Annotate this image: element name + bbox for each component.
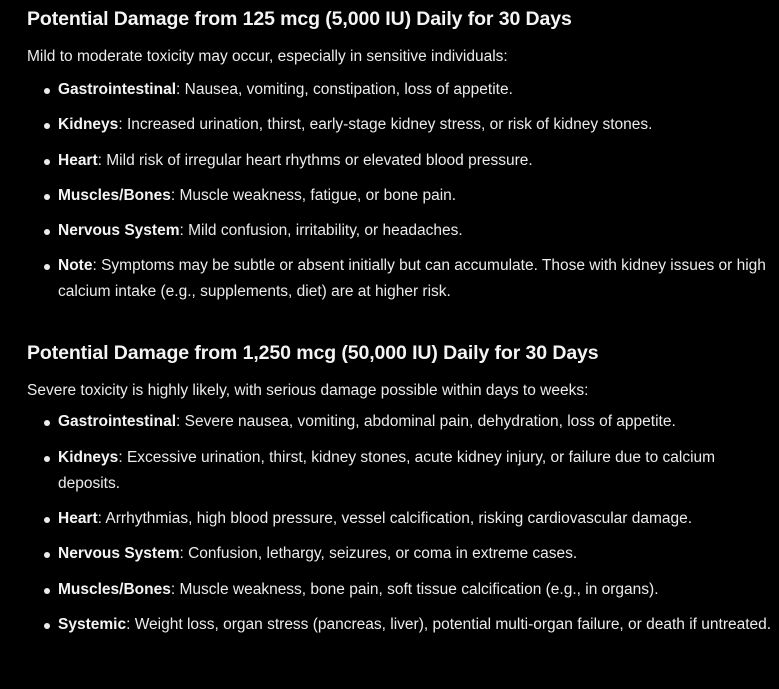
item-separator: : xyxy=(176,413,185,431)
list-item xyxy=(27,506,778,532)
item-term: Gastrointestinal xyxy=(58,413,176,431)
item-term: Note xyxy=(58,257,93,275)
item-separator: : xyxy=(170,186,180,204)
item-term: Systemic xyxy=(58,615,127,633)
item-text: Mild confusion, irritability, or headaches. xyxy=(188,222,463,240)
item-term: Heart xyxy=(58,510,98,528)
item-text: Severe nausea, vomiting, abdominal pain, dehydration, loss of appetite. xyxy=(184,413,676,431)
list-item xyxy=(27,183,778,209)
item-separator: : xyxy=(179,545,189,563)
section-intro: Severe toxicity is highly likely, with serious damage possible within days to weeks: xyxy=(27,382,589,400)
item-term: Nervous System xyxy=(58,545,180,563)
item-separator: : xyxy=(97,510,106,528)
list-item xyxy=(27,253,778,305)
item-separator: : xyxy=(118,448,127,466)
bullet-icon xyxy=(44,420,50,426)
item-text: Confusion, lethargy, seizures, or coma in extreme cases. xyxy=(188,545,578,563)
bullet-icon xyxy=(44,517,50,523)
item-term: Kidneys xyxy=(58,448,119,466)
section-title: Potential Damage from 1,250 mcg (50,000 IU) Daily for 30 Days xyxy=(27,342,599,365)
item-separator: : xyxy=(92,257,102,275)
item-term: Kidneys xyxy=(58,116,119,134)
item-separator: : xyxy=(176,81,185,98)
item-text: Excessive urination, thirst, kidney stones, acute kidney injury, or failure due to calcium deposits. xyxy=(58,448,716,492)
bullet-list xyxy=(27,409,779,637)
list-item xyxy=(27,77,778,103)
item-term: Gastrointestinal xyxy=(58,81,176,98)
section-intro: Mild to moderate toxicity may occur, especially in sensitive individuals: xyxy=(27,48,508,65)
item-text: Muscle weakness, fatigue, or bone pain. xyxy=(179,186,457,204)
item-separator: : xyxy=(118,116,127,134)
item-text: Muscle weakness, bone pain, soft tissue calcification (e.g., in organs). xyxy=(179,580,659,598)
item-text: Weight loss, organ stress (pancreas, liver), potential multi-organ failure, or death if untreated. xyxy=(134,615,772,633)
bullet-icon xyxy=(44,588,50,594)
item-separator: : xyxy=(126,615,135,633)
item-term: Nervous System xyxy=(58,222,180,240)
item-separator: : xyxy=(97,151,107,169)
list-item xyxy=(27,409,778,435)
bullet-icon xyxy=(44,623,50,629)
item-text: Arrhythmias, high blood pressure, vessel calcification, risking cardiovascular damage. xyxy=(105,510,693,528)
bullet-list xyxy=(27,77,779,305)
bullet-icon xyxy=(44,88,50,94)
item-text: Increased urination, thirst, early-stage kidney stress, or risk of kidney stones. xyxy=(126,116,653,134)
item-text: Nausea, vomiting, constipation, loss of appetite. xyxy=(184,81,513,98)
section-title: Potential Damage from 125 mcg (5,000 IU) Daily for 30 Days xyxy=(27,8,572,30)
list-item xyxy=(27,112,778,138)
item-separator: : xyxy=(179,222,189,240)
section-50000iu xyxy=(27,339,779,637)
bullet-icon xyxy=(44,552,50,558)
item-term: Muscles/Bones xyxy=(58,186,171,204)
list-item xyxy=(27,541,778,567)
list-item xyxy=(27,148,778,174)
item-term: Muscles/Bones xyxy=(58,580,171,598)
list-item xyxy=(27,218,778,244)
bullet-icon xyxy=(44,264,50,270)
list-item xyxy=(27,612,778,638)
section-5000iu xyxy=(27,5,779,305)
bullet-icon xyxy=(44,229,50,235)
bullet-icon xyxy=(44,194,50,200)
list-item xyxy=(27,445,778,497)
bullet-icon xyxy=(44,456,50,462)
list-item xyxy=(27,577,778,603)
item-term: Heart xyxy=(58,151,98,169)
bullet-icon xyxy=(44,159,50,165)
item-separator: : xyxy=(170,580,180,598)
bullet-icon xyxy=(44,123,50,129)
item-text: Symptoms may be subtle or absent initially but can accumulate. Those with kidney issues or high calcium intake (e.g., supplements, diet) are at higher risk. xyxy=(58,257,766,301)
item-text: Mild risk of irregular heart rhythms or elevated blood pressure. xyxy=(106,151,533,169)
